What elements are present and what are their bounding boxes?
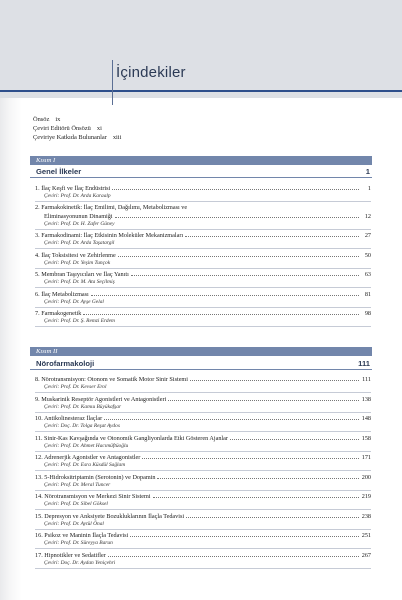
chapter-line: [35, 512, 371, 521]
chapter-entry: [35, 251, 371, 269]
front-matter-page: xiii: [112, 134, 122, 141]
chapter-entry: [35, 434, 371, 452]
chapter-line: [35, 531, 371, 540]
chapter-page: 158: [361, 434, 371, 442]
chapter-page: 148: [361, 415, 371, 422]
leader-dots: [230, 434, 359, 440]
front-matter-page: ix: [55, 116, 61, 123]
leader-dots: [112, 184, 359, 190]
chapter-title: 13. 5-Hidroksitriptamin (Serotonin) ve Dopamin: [35, 473, 156, 481]
chapter-title: 16. Psikoz ve Maninin İlaçla Tedavisi: [35, 532, 129, 539]
front-matter-item: [33, 133, 121, 142]
leader-dots: [108, 551, 359, 557]
front-matter-label: Çeviriye Katkıda Bulunanlar: [33, 134, 107, 141]
title-vertical-rule: [112, 60, 113, 105]
title-rule: [0, 90, 402, 92]
front-matter-item: [33, 115, 121, 124]
leader-dots: [142, 453, 359, 459]
chapter-title: 14. Nörotransmisyon ve Merkezi Sinir Sistemi: [35, 493, 151, 500]
leader-dots: [153, 492, 360, 498]
chapter-line: [35, 184, 371, 193]
chapter-page: 171: [361, 454, 371, 461]
chapter-line: [35, 473, 371, 482]
chapter-page: 238: [361, 512, 371, 520]
chapter-entry: [35, 492, 371, 510]
leader-dots: [185, 231, 359, 237]
leader-dots: [130, 531, 359, 537]
chapter-translator: Çeviri: Prof. Dr. M. Ata Seçilmiş: [35, 279, 371, 288]
front-matter: [33, 115, 121, 142]
chapter-title: 9. Muskarinik Reseptör Agonistleri ve Antagonistleri: [35, 395, 167, 403]
chapter-title: 5. Membran Taşıyıcıları ve İlaç Yanıtı: [35, 271, 129, 278]
leader-dots: [118, 251, 359, 257]
chapter-translator: Çeviri: Doç. Dr. Aydan Yeniçehri: [35, 560, 371, 569]
chapter-title: 7. Farmakogenetik: [35, 310, 82, 317]
chapter-list: [35, 375, 371, 570]
chapter-translator: Çeviri: Prof. Dr. Esra Küsdül Sağlam: [35, 462, 371, 471]
chapter-translator: Çeviri: Prof. Dr. Aytül Önal: [35, 521, 371, 530]
chapter-line: [35, 551, 371, 560]
chapter-page: 50: [364, 251, 371, 259]
leader-dots: [83, 309, 359, 315]
leader-dots: [186, 512, 359, 518]
chapter-page: 12: [364, 212, 371, 220]
chapter-line: [35, 270, 371, 279]
chapter-line: [35, 395, 371, 404]
section-page: 111: [358, 359, 370, 368]
chapter-title: 8. Nörotransmisyon: Otonom ve Somatik Motor Sinir Sistemi: [35, 376, 188, 383]
section-page: 1: [365, 167, 370, 176]
chapter-line: [35, 453, 371, 462]
chapter-line: [35, 375, 371, 384]
section-heading: [30, 166, 372, 178]
page-title: İçindekiler: [116, 64, 186, 81]
chapter-title: 17. Hipnotikler ve Sedatifler: [35, 551, 106, 559]
chapter-entry: [35, 551, 371, 569]
chapter-translator: Çeviri: Prof. Dr. H. Zafer Güney: [35, 221, 371, 230]
chapter-translator: Çeviri: Prof. Dr. Süreyya Barun: [35, 540, 371, 549]
chapter-entry: [35, 531, 371, 549]
chapter-title: 6. İlaç Metabolizması: [35, 290, 89, 298]
chapter-translator: Çeviri: Prof. Dr. Ahmet Hacımüftüoğlu: [35, 443, 371, 452]
chapter-entry: [35, 375, 371, 393]
chapter-title: 1. İlaç Keşfi ve İlaç Endüstrisi: [35, 185, 111, 192]
chapter-page: 27: [364, 232, 371, 239]
chapter-entry: [35, 184, 371, 202]
chapter-page: 63: [364, 271, 371, 278]
chapter-translator: Çeviri: Prof. Dr. Kevser Erol: [35, 384, 371, 393]
leader-dots: [131, 270, 359, 276]
chapter-translator: Çeviri: Prof. Dr. Kamıu Büyükafşar: [35, 404, 371, 413]
leader-dots: [91, 290, 359, 296]
chapter-translator: Çeviri: Prof. Dr. Ş. Remzi Erdem: [35, 318, 371, 327]
chapter-entry: [35, 512, 371, 530]
chapter-entry: [35, 414, 371, 432]
chapter-entry: [35, 231, 371, 249]
section-label: Kısım I: [30, 156, 372, 165]
chapter-page: 138: [361, 395, 371, 403]
chapter-line: [35, 251, 371, 260]
front-matter-label: Önsöz: [33, 116, 50, 123]
chapter-translator: Çeviri: Prof. Dr. Meral Tuncer: [35, 482, 371, 491]
chapter-page: 111: [362, 376, 371, 383]
chapter-entry: [35, 270, 371, 288]
chapter-page: 251: [361, 532, 371, 539]
chapter-page: 267: [361, 551, 371, 559]
leader-dots: [157, 473, 359, 479]
chapter-page: 81: [364, 290, 371, 298]
chapter-title: 10. Antikolinesteraz İlaçlar: [35, 415, 103, 422]
chapter-page: 1: [367, 185, 371, 192]
chapter-line: [35, 290, 371, 299]
chapter-title: Eliminasyonunun Dinamiği: [44, 212, 113, 220]
chapter-title: 12. Adrenerjik Agonistler ve Antagonistler: [35, 454, 141, 461]
chapter-translator: Çeviri: Prof. Dr. Ayşe Gelal: [35, 299, 371, 308]
chapter-line: [35, 434, 371, 443]
leader-dots: [168, 395, 359, 401]
chapter-title-line: 2. Farmakokinetik: İlaç Emilimi, Dağılımı, Metabolizması ve: [35, 203, 188, 211]
chapter-translator: Çeviri: Prof. Dr. Arda Taşatargil: [35, 240, 371, 249]
section-heading: [30, 358, 372, 370]
section-title: Nörofarmakoloji: [36, 359, 95, 368]
chapter-page: 219: [361, 493, 371, 500]
chapter-entry: [35, 453, 371, 471]
chapter-title: 11. Sinir-Kas Kavşağında ve Otonomik Gangliyonlarda Etki Gösteren Ajanlar: [35, 434, 228, 442]
section-label: Kısım II: [30, 347, 372, 356]
leader-dots: [115, 212, 359, 218]
chapter-entry: [35, 204, 371, 230]
chapter-line: [35, 414, 371, 423]
header-band: [0, 0, 402, 98]
chapter-title: 3. Farmakodinami: İlaç Etkisinin Moleküler Mekanizmaları: [35, 232, 184, 239]
chapter-line: [35, 492, 371, 501]
front-matter-page: xi: [96, 125, 102, 132]
chapter-translator: Çeviri: Prof. Dr. Sibel Göksel: [35, 501, 371, 510]
chapter-title: 15. Depresyon ve Anksiyete Bozukluklarının İlaçla Tedavisi: [35, 512, 185, 520]
chapter-line: [35, 212, 371, 221]
section-title: Genel İlkeler: [36, 167, 82, 176]
front-matter-item: [33, 124, 121, 133]
chapter-translator: Çeviri: Doç. Dr. Tolga Reşat Aydos: [35, 423, 371, 432]
chapter-list: [35, 184, 371, 329]
front-matter-label: Çeviri Editörü Önsözü: [33, 125, 91, 132]
chapter-entry: [35, 473, 371, 491]
chapter-translator: Çeviri: Prof. Dr. Yeşim Tunçok: [35, 260, 371, 269]
chapter-entry: [35, 309, 371, 327]
chapter-entry: [35, 395, 371, 413]
chapter-line: [35, 231, 371, 240]
chapter-entry: [35, 290, 371, 308]
chapter-page: 200: [361, 473, 371, 481]
chapter-title: 4. İlaç Toksisitesi ve Zehirlenme: [35, 251, 116, 259]
chapter-translator: Çeviri: Prof. Dr. Arda Karaalp: [35, 193, 371, 202]
chapter-line: [35, 309, 371, 318]
leader-dots: [104, 414, 359, 420]
leader-dots: [190, 375, 359, 381]
chapter-page: 98: [364, 310, 371, 317]
